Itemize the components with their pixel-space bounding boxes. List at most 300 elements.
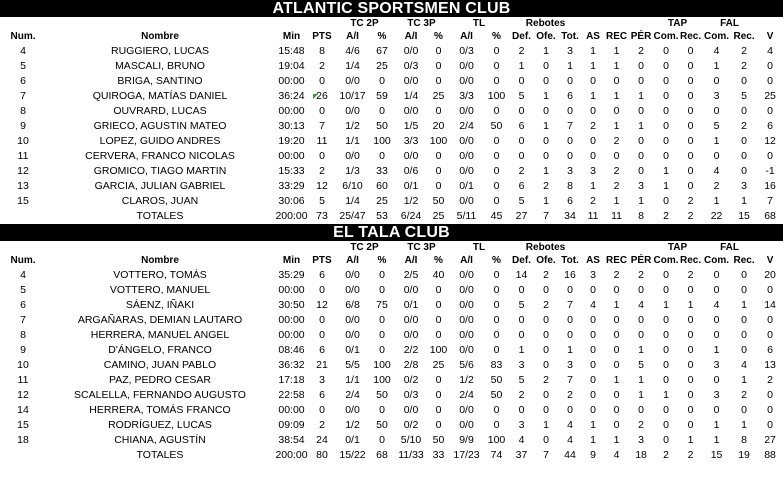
cell-fal-com: 0 [713, 329, 720, 341]
cell-rec: 2 [613, 269, 620, 281]
cell-tap-com: 0 [663, 90, 669, 102]
cell-as: 0 [590, 374, 596, 386]
cell-fal-com: 1 [713, 419, 720, 431]
cell-pts: 3 [319, 374, 325, 386]
cell-tc3-pct: 40 [432, 269, 445, 281]
cell-fal-com: 3 [713, 359, 720, 371]
cell-name: SÁENZ, IÑAKI [125, 299, 195, 311]
cell-reb-tot: 0 [567, 284, 573, 296]
player-row [0, 268, 783, 283]
cell-tap-rec: 0 [687, 329, 694, 341]
cell-tl-ai: 0/0 [459, 419, 474, 431]
column-header-tl-ai: A/I [460, 255, 473, 266]
cell-tap-com: 0 [663, 329, 669, 341]
cell-reb-ofe: 2 [543, 269, 549, 281]
cell-reb-tot: 1 [567, 60, 573, 72]
cell-val: 0 [767, 329, 773, 341]
cell-reb-ofe: 0 [543, 359, 549, 371]
cell-name: CAMINO, JUAN PABLO [103, 359, 217, 371]
cell-tc2-pct: 0 [379, 344, 385, 356]
cell-min: 09:09 [278, 419, 305, 431]
cell-tc2-ai: 15/22 [339, 449, 366, 461]
cell-tap-rec: 0 [687, 165, 694, 177]
cell-reb-ofe: 0 [543, 314, 549, 326]
cell-reb-tot: 0 [567, 329, 573, 341]
cell-min: 08:46 [278, 344, 305, 356]
player-row [0, 74, 783, 89]
cell-reb-tot: 44 [564, 449, 576, 461]
cell-tap-com: 0 [663, 434, 669, 446]
cell-per: 1 [638, 389, 644, 401]
cell-tap-com: 0 [663, 284, 669, 296]
cell-num: 10 [17, 359, 29, 371]
cell-tc3-pct: 0 [435, 419, 442, 431]
cell-as: 0 [590, 105, 596, 117]
cell-tc2-ai: 4/6 [345, 45, 360, 57]
cell-as: 1 [590, 60, 596, 72]
cell-tl-ai: 2/4 [459, 389, 474, 401]
cell-reb-def: 3 [518, 419, 525, 431]
cell-per: 1 [638, 344, 644, 356]
cell-reb-ofe: 1 [543, 165, 549, 177]
cell-fal-com: 0 [713, 269, 720, 281]
cell-tl-ai: 3/3 [459, 90, 474, 102]
column-header-rec: REC [605, 31, 628, 42]
cell-min: 30:13 [278, 120, 305, 132]
cell-name: QUIROGA, MATÍAS DANIEL [92, 90, 228, 102]
cell-rec: 0 [613, 105, 620, 117]
cell-tc2-pct: 33 [376, 165, 388, 177]
cell-tap-com: 1 [663, 165, 669, 177]
cell-min: 36:32 [278, 359, 305, 371]
cell-tc2-ai: 0/0 [345, 75, 360, 87]
column-header-tc3-ai: A/I [404, 31, 418, 42]
cell-tap-com: 0 [663, 374, 669, 386]
column-header-row [0, 254, 783, 268]
cell-as: 0 [590, 284, 596, 296]
cell-rec: 1 [613, 299, 620, 311]
cell-tl-ai: 0/0 [459, 284, 474, 296]
cell-pts: 6 [319, 389, 325, 401]
cell-rec: 0 [613, 329, 620, 341]
cell-tap-rec: 2 [687, 449, 694, 461]
cell-reb-def: 1 [518, 344, 525, 356]
column-header-tl-pct: % [492, 255, 501, 266]
cell-reb-ofe: 0 [543, 60, 549, 72]
cell-tc2-pct: 0 [379, 314, 385, 326]
cell-num: 15 [17, 419, 29, 431]
cell-tc2-ai: 6/10 [342, 180, 363, 192]
cell-name: D'ÁNGELO, FRANCO [108, 344, 212, 356]
cell-tl-ai: 5/6 [459, 359, 474, 371]
cell-val: 7 [767, 195, 773, 207]
cell-tap-rec: 0 [687, 90, 694, 102]
column-header-min: Min [282, 255, 301, 266]
cell-reb-ofe: 7 [543, 210, 549, 222]
cell-num: 12 [17, 389, 29, 401]
cell-tc3-pct: 0 [435, 389, 442, 401]
player-row [0, 149, 783, 164]
cell-as: 4 [590, 299, 596, 311]
cell-reb-ofe: 2 [543, 180, 549, 192]
player-row [0, 328, 783, 343]
cell-rec: 1 [613, 90, 620, 102]
cell-reb-tot: 7 [567, 374, 573, 386]
cell-fal-com: 0 [713, 105, 720, 117]
cell-reb-tot: 0 [567, 75, 573, 87]
cell-tap-com: 0 [663, 314, 669, 326]
column-header-tc2-ai: A/I [346, 255, 359, 266]
cell-name: BRIGA, SANTINO [117, 75, 203, 87]
cell-tc2-ai: 10/17 [339, 90, 366, 102]
cell-pts: 0 [319, 329, 325, 341]
cell-per: 1 [638, 374, 644, 386]
cell-fal-com: 15 [710, 449, 723, 461]
cell-tc3-pct: 25 [432, 90, 445, 102]
cell-tc2-pct: 68 [376, 449, 388, 461]
cell-reb-def: 4 [518, 434, 525, 446]
group-tl: TL [472, 18, 486, 29]
column-header-row [0, 30, 783, 44]
cell-rec: 0 [613, 75, 620, 87]
cell-tc2-pct: 0 [379, 150, 385, 162]
cell-tap-com: 0 [663, 404, 669, 416]
cell-tl-pct: 0 [493, 150, 500, 162]
cell-per: 18 [635, 449, 647, 461]
cell-fal-com: 1 [713, 434, 720, 446]
cell-tc3-pct: 0 [435, 150, 442, 162]
cell-pts: 80 [316, 449, 328, 461]
cell-num: 5 [20, 60, 26, 72]
cell-val: 0 [767, 404, 773, 416]
group-fal: FAL [720, 18, 739, 29]
cell-tc3-ai: 11/33 [398, 449, 424, 461]
cell-fal-rec: 0 [741, 150, 747, 162]
cell-reb-ofe: 1 [543, 90, 549, 102]
cell-reb-def: 2 [518, 45, 525, 57]
cell-reb-def: 2 [518, 165, 525, 177]
player-row [0, 104, 783, 119]
cell-tap-rec: 0 [687, 135, 694, 147]
cell-min: 30:50 [278, 299, 305, 311]
group-tap: TAP [667, 18, 688, 29]
cell-tl-pct: 100 [487, 434, 506, 446]
player-row [0, 164, 783, 179]
cell-tap-com: 1 [663, 299, 669, 311]
cell-min: 38:54 [278, 434, 305, 446]
cell-tc2-ai: 0/0 [345, 329, 360, 341]
player-row [0, 134, 783, 149]
totals-row [0, 448, 783, 463]
cell-rec: 2 [613, 180, 620, 192]
cell-fal-rec: 2 [741, 120, 747, 132]
cell-tl-pct: 0 [493, 419, 500, 431]
cell-tap-rec: 0 [687, 120, 694, 132]
cell-tc3-pct: 50 [432, 434, 445, 446]
cell-pts: 5 [319, 195, 325, 207]
column-header-tc2-pct: % [377, 255, 387, 266]
cell-tap-rec: 0 [687, 105, 694, 117]
cell-tl-pct: 0 [493, 299, 500, 311]
cell-tl-ai: 0/0 [459, 75, 474, 87]
column-header-rec: REC [605, 255, 628, 266]
cell-tc3-pct: 25 [432, 210, 445, 222]
cell-pts: 0 [319, 404, 325, 416]
cell-tc3-ai: 0/2 [403, 419, 419, 431]
cell-tl-pct: 0 [493, 45, 500, 57]
cell-as: 2 [590, 195, 596, 207]
cell-tc2-pct: 0 [379, 434, 385, 446]
cell-tap-rec: 0 [687, 60, 694, 72]
cell-fal-rec: 2 [741, 45, 747, 57]
cell-per: 4 [638, 299, 644, 311]
cell-num: 14 [17, 404, 29, 416]
cell-tc2-ai: 1/3 [345, 165, 360, 177]
cell-pts: 6 [319, 344, 325, 356]
cell-per: 0 [638, 75, 644, 87]
cell-fal-com: 3 [713, 389, 720, 401]
cell-min: 00:00 [278, 75, 305, 87]
cell-val: 16 [764, 180, 776, 192]
cell-tc2-ai: 1/4 [345, 60, 360, 72]
cell-val: 0 [767, 150, 773, 162]
cell-tc3-pct: 0 [435, 45, 442, 57]
cell-rec: 1 [613, 45, 620, 57]
column-header-tc2-pct: % [377, 31, 387, 42]
cell-rec: 11 [611, 210, 622, 222]
cell-tl-ai: 2/4 [459, 120, 474, 132]
cell-as: 11 [587, 210, 599, 222]
cell-per: 1 [638, 90, 644, 102]
cell-pts: 2 [319, 419, 325, 431]
cell-fal-com: 1 [713, 344, 720, 356]
cell-fal-com: 0 [713, 150, 720, 162]
cell-per: 3 [638, 180, 644, 192]
cell-num: 12 [17, 165, 29, 177]
cell-num: 6 [20, 75, 26, 87]
player-row [0, 89, 783, 104]
cell-tc3-pct: 0 [435, 329, 442, 341]
cell-tl-ai: 0/0 [459, 105, 474, 117]
cell-fal-com: 0 [713, 75, 720, 87]
cell-reb-tot: 1 [567, 344, 573, 356]
cell-reb-tot: 4 [567, 434, 573, 446]
column-header-per: PÉR [630, 31, 652, 42]
cell-tap-rec: 1 [687, 299, 694, 311]
column-header-tc3-pct: % [434, 255, 443, 266]
cell-tc3-ai: 0/3 [403, 389, 419, 401]
cell-tl-pct: 0 [493, 195, 500, 207]
player-row [0, 44, 783, 59]
cell-name: SCALELLA, FERNANDO AUGUSTO [74, 389, 246, 401]
cell-tc2-pct: 67 [376, 45, 388, 57]
column-header-tap-com: Com. [653, 255, 679, 266]
cell-rec: 0 [613, 314, 620, 326]
cell-val: 0 [767, 75, 773, 87]
cell-tc3-pct: 20 [432, 120, 445, 132]
cell-tap-rec: 0 [687, 419, 694, 431]
cell-min: 22:58 [278, 389, 305, 401]
cell-reb-ofe: 1 [543, 120, 549, 132]
cell-tc2-ai: 25/47 [339, 210, 366, 222]
cell-num: 4 [20, 269, 26, 281]
cell-tap-com: 0 [663, 120, 669, 132]
cell-reb-tot: 16 [564, 269, 576, 281]
cell-val: 25 [764, 90, 776, 102]
cell-reb-ofe: 1 [543, 195, 549, 207]
cell-fal-rec: 0 [741, 135, 747, 147]
cell-reb-ofe: 0 [543, 75, 549, 87]
player-row [0, 283, 783, 298]
player-row [0, 298, 783, 313]
cell-tap-com: 1 [663, 389, 669, 401]
player-row [0, 179, 783, 194]
cell-val: -1 [765, 165, 775, 177]
cell-tap-com: 0 [663, 45, 669, 57]
cell-reb-ofe: 0 [543, 284, 549, 296]
column-header-val: V [766, 255, 774, 266]
cell-reb-tot: 2 [567, 389, 573, 401]
cell-per: 1 [638, 195, 644, 207]
player-row [0, 388, 783, 403]
column-header-reb-def: Def. [512, 255, 531, 266]
cell-tc3-ai: 2/5 [403, 269, 419, 281]
cell-tc2-pct: 100 [373, 374, 391, 386]
cell-as: 1 [590, 419, 596, 431]
cell-tap-com: 0 [663, 195, 669, 207]
cell-tc2-pct: 0 [379, 404, 385, 416]
cell-reb-ofe: 0 [543, 434, 549, 446]
cell-tc3-ai: 5/10 [400, 434, 422, 446]
cell-val: 14 [764, 299, 776, 311]
cell-tap-com: 0 [663, 105, 669, 117]
cell-min: 00:00 [278, 404, 305, 416]
cell-fal-rec: 0 [741, 344, 747, 356]
cell-tc3-pct: 0 [435, 180, 442, 192]
cell-tl-pct: 100 [487, 90, 506, 102]
cell-fal-com: 5 [713, 120, 720, 132]
cell-fal-rec: 2 [741, 60, 747, 72]
cell-tl-pct: 0 [493, 180, 500, 192]
cell-min: 00:00 [278, 150, 305, 162]
cell-tc3-ai: 0/1 [403, 299, 419, 311]
cell-tc3-ai: 0/0 [403, 404, 419, 416]
cell-pts: 73 [316, 210, 328, 222]
cell-tc3-ai: 0/3 [403, 60, 419, 72]
cell-min: 19:04 [278, 60, 305, 72]
group-tc2: TC 2P [350, 242, 379, 253]
cell-rec: 1 [613, 60, 620, 72]
column-header-num: Num. [10, 255, 36, 266]
cell-min: 17:18 [278, 374, 305, 386]
cell-fal-com: 3 [713, 90, 720, 102]
cell-reb-def: 5 [518, 195, 525, 207]
cell-rec: 2 [613, 165, 620, 177]
cell-tc2-pct: 0 [379, 75, 385, 87]
cell-num: 8 [20, 329, 26, 341]
cell-as: 0 [590, 75, 596, 87]
team-stats-table [0, 17, 783, 224]
cell-as: 3 [590, 165, 596, 177]
player-row [0, 194, 783, 209]
cell-fal-com: 2 [713, 180, 720, 192]
cell-min: 00:00 [278, 314, 305, 326]
group-tc3: TC 3P [407, 242, 436, 253]
cell-min: 00:00 [278, 105, 305, 117]
cell-tl-ai: 5/11 [456, 210, 477, 222]
cell-num: 13 [17, 180, 29, 192]
group-tap: TAP [667, 242, 688, 253]
cell-name: OUVRARD, LUCAS [113, 105, 207, 117]
cell-tl-ai: 0/3 [459, 45, 474, 57]
cell-reb-tot: 3 [567, 165, 573, 177]
column-header-reb-ofe: Ofe. [536, 31, 556, 42]
cell-name: VOTTERO, MANUEL [109, 284, 211, 296]
player-row [0, 373, 783, 388]
cell-as: 9 [590, 449, 596, 461]
cell-num [0, 448, 46, 463]
cell-tc3-ai: 0/0 [403, 329, 419, 341]
cell-tc2-pct: 0 [379, 329, 385, 341]
cell-tc3-pct: 25 [432, 359, 445, 371]
cell-tl-ai: 0/0 [459, 299, 474, 311]
column-header-reb-tot: Tot. [561, 31, 579, 42]
cell-tc3-pct: 100 [429, 344, 448, 356]
cell-rec: 0 [613, 404, 620, 416]
player-row [0, 59, 783, 74]
cell-reb-tot: 7 [567, 120, 573, 132]
cell-name: MASCALI, BRUNO [115, 60, 205, 72]
cell-reb-def: 0 [518, 284, 525, 296]
cell-reb-tot: 0 [567, 150, 573, 162]
player-row [0, 313, 783, 328]
cell-val: 0 [767, 284, 773, 296]
cell-tc3-pct: 0 [435, 404, 442, 416]
cell-as: 1 [590, 180, 596, 192]
cell-tl-ai: 0/0 [459, 135, 474, 147]
cell-per: 1 [638, 120, 644, 132]
cell-val: 6 [767, 120, 773, 132]
cell-tc2-ai: 5/5 [345, 359, 360, 371]
totals-row [0, 209, 783, 224]
cell-reb-def: 0 [518, 75, 525, 87]
cell-pts: 12 [316, 299, 328, 311]
column-header-per: PÉR [630, 255, 652, 266]
cell-tc3-ai: 0/0 [403, 314, 419, 326]
cell-tap-rec: 1 [687, 434, 694, 446]
cell-as: 3 [590, 269, 596, 281]
cell-tap-rec: 0 [687, 45, 694, 57]
cell-tap-rec: 0 [687, 389, 694, 401]
cell-pts: 11 [316, 135, 328, 147]
cell-as: 1 [590, 434, 596, 446]
player-row [0, 403, 783, 418]
group-spacer [757, 17, 783, 30]
cell-pts: 24 [316, 434, 328, 446]
cell-tl-pct: 0 [493, 284, 500, 296]
cell-per: 8 [638, 210, 644, 222]
cell-reb-ofe: 0 [543, 150, 549, 162]
cell-tc2-pct: 50 [376, 419, 388, 431]
cell-per: 0 [638, 404, 644, 416]
cell-fal-rec: 4 [741, 359, 747, 371]
column-header-tap-com: Com. [653, 31, 679, 42]
cell-pts: 0 [319, 150, 325, 162]
cell-as: 0 [590, 359, 596, 371]
cell-tc3-pct: 0 [435, 60, 442, 72]
cell-reb-ofe: 1 [543, 419, 549, 431]
cell-tc3-ai: 0/0 [403, 75, 419, 87]
